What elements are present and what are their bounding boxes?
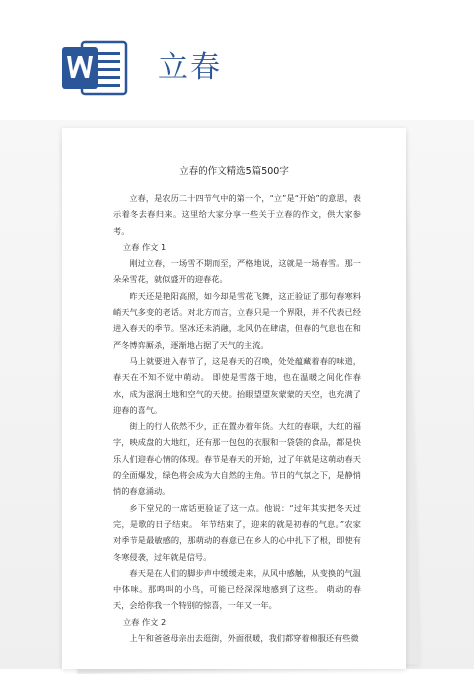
document-paragraph: 刚过立春，一场雪不期而至，严格地说，这就是一场春雪。那一朵朵雪花，就似盛开的迎春花。 [113,258,361,285]
document-paragraph: 马上就要进入春节了，这是春天的召唤，处处蕴藏着春的味道，春天在不知不觉中萌动。 即使是雪落于地，也在温暖之间化作春水，成为滋润土地和空气的天使。抬眼望望灰蒙蒙的天空，也充满了迎春的喜气。 [113,355,361,415]
document-paragraph: 街上的行人依然不少，正在置办着年货。大红的春联，大红的福字，映成盘的大地红，还有那一包包的衣服和一袋袋的食品，都是快乐人们迎春心情的体现。春节是春天的开始，过了年就是这萌动春天的全面爆发，绿色将会成为大自然的主角。节日的气氛之下，是静悄悄的春意涌动。 [113,421,361,497]
document-paragraph: 上午和爸爸母亲出去逛街，外面很暖，我们都穿着棉服还有些微 [129,633,359,644]
word-icon [60,38,128,98]
section-heading: 立春 作文 1 [123,241,167,252]
document-paragraph: 昨天还是艳阳高照，如今却是雪花飞舞，这正验证了那句春寒料峭天气多变的老话。对北方而言，立春只是一个界限，并不代表已经进入春天的季节。坚冰还未消融，北风仍在肆虐，但春的气息也在和严冬博弈厮杀，逐渐地占据了天气的主流。 [113,290,361,350]
document-page [62,128,406,669]
app-title: 立春 [158,50,222,85]
section-heading: 立春 作文 2 [123,616,167,627]
document-paragraph: 春天是在人们的脚步声中缓缓走来，从风中感触，从变换的气温中体味。那鸣叫的小鸟，可能已经深深地感到了这些。 萌动的春天，会给你我一个特别的惊喜，一年又一年。 [113,567,361,611]
document-body [113,190,361,646]
document-paragraph: 乡下堂兄的一席话更验证了这一点。他说：“过年其实把冬天过完，是歌的日子结束。 年节结束了，迎来的就是初春的气息。”农家对季节是最敏感的，那萌动的春意已在乡人的心中扎下了根，即使有冬寒侵袭，过年就是信号。 [113,502,361,562]
document-title: 立春的作文精选5篇500字 [179,166,289,177]
document-paragraph: 立春，是农历二十四节气中的第一个，“立”是“开始”的意思，表示着冬去春归来。这里给大家分享一些关于立春的作文，供大家参考。 [113,193,361,236]
